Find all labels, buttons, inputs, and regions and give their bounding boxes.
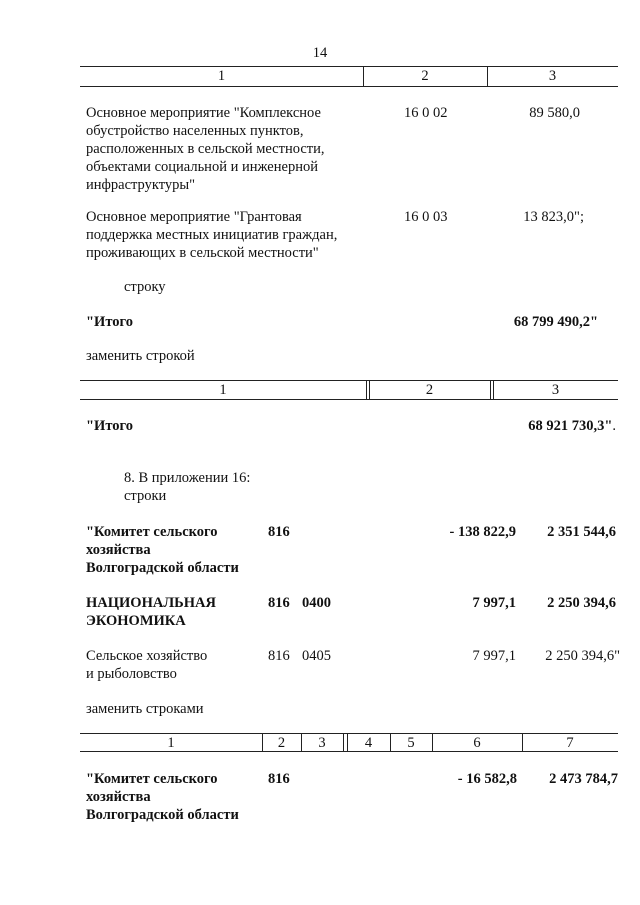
table4-col-6: 6 [473, 735, 481, 751]
row-code: 16 0 03 [404, 209, 448, 225]
row-change: - 16 582,8 [457, 771, 517, 787]
row-name: НАЦИОНАЛЬНАЯ ЭКОНОМИКА [86, 595, 216, 629]
table4-col-2: 2 [277, 735, 286, 751]
total-old-value: 68 799 490,2" [513, 314, 598, 330]
row-ministry: 816 [268, 771, 290, 787]
row-total: 2 473 784,7 [549, 771, 618, 787]
replace-line: заменить строкой [86, 348, 195, 364]
total-old-label: "Итого [86, 314, 133, 330]
row-name: Основное мероприятие "Грантовая поддержка местных инициатив граждан, проживающих в сельской местности" [86, 209, 338, 261]
section8-subtitle: строки [124, 488, 167, 504]
page-number: 14 [312, 45, 328, 61]
table1-col-3: 3 [548, 68, 557, 84]
row-name: "Комитет сельского хозяйства Волгоградской области [86, 524, 239, 576]
row-value: 89 580,0 [529, 105, 580, 121]
table1-col-1: 1 [217, 68, 226, 84]
table4-col-7: 7 [566, 735, 574, 751]
row-section: 0400 [302, 595, 331, 611]
row-section: 0405 [302, 648, 331, 664]
total-new-value: 68 921 730,3" [528, 418, 613, 434]
total-new-value-wrap [470, 417, 616, 435]
table4-col-5: 5 [407, 735, 415, 751]
row-name: Сельское хозяйство и рыболовство [86, 648, 208, 682]
table2-col-2: 2 [425, 382, 434, 398]
row-change: - 138 822,9 [449, 524, 516, 540]
row-total: 2 250 394,6" [545, 648, 620, 664]
row-total: 2 250 394,6 [547, 595, 616, 611]
row-ministry: 816 [268, 648, 290, 664]
row-ministry: 816 [268, 595, 290, 611]
row-change: 7 997,1 [472, 648, 516, 664]
table2-col-1: 1 [219, 382, 227, 398]
row-total: 2 351 544,6 [547, 524, 616, 540]
row-name: "Комитет сельского хозяйства Волгоградской области [86, 771, 239, 823]
instruction-line: строку [124, 279, 166, 295]
table4-col-1: 1 [167, 735, 175, 751]
replace-rows-line: заменить строками [86, 701, 204, 717]
table4-col-3: 3 [318, 735, 326, 751]
total-new-label: "Итого [86, 418, 133, 434]
total-new-suffix: . [612, 418, 616, 434]
table2-col-3: 3 [551, 382, 560, 398]
row-change: 7 997,1 [472, 595, 516, 611]
row-name: Основное мероприятие "Комплексное обустройство населенных пунктов, расположенных в сельской местности, объектами социальной и инженерной инфраструктуры" [86, 105, 325, 193]
table1-col-2: 2 [421, 68, 429, 84]
row-code: 16 0 02 [404, 105, 448, 121]
section8-title: 8. В приложении 16: [124, 470, 251, 486]
row-value: 13 823,0"; [523, 209, 584, 225]
table4-col-4: 4 [364, 735, 373, 751]
row-ministry: 816 [268, 524, 290, 540]
